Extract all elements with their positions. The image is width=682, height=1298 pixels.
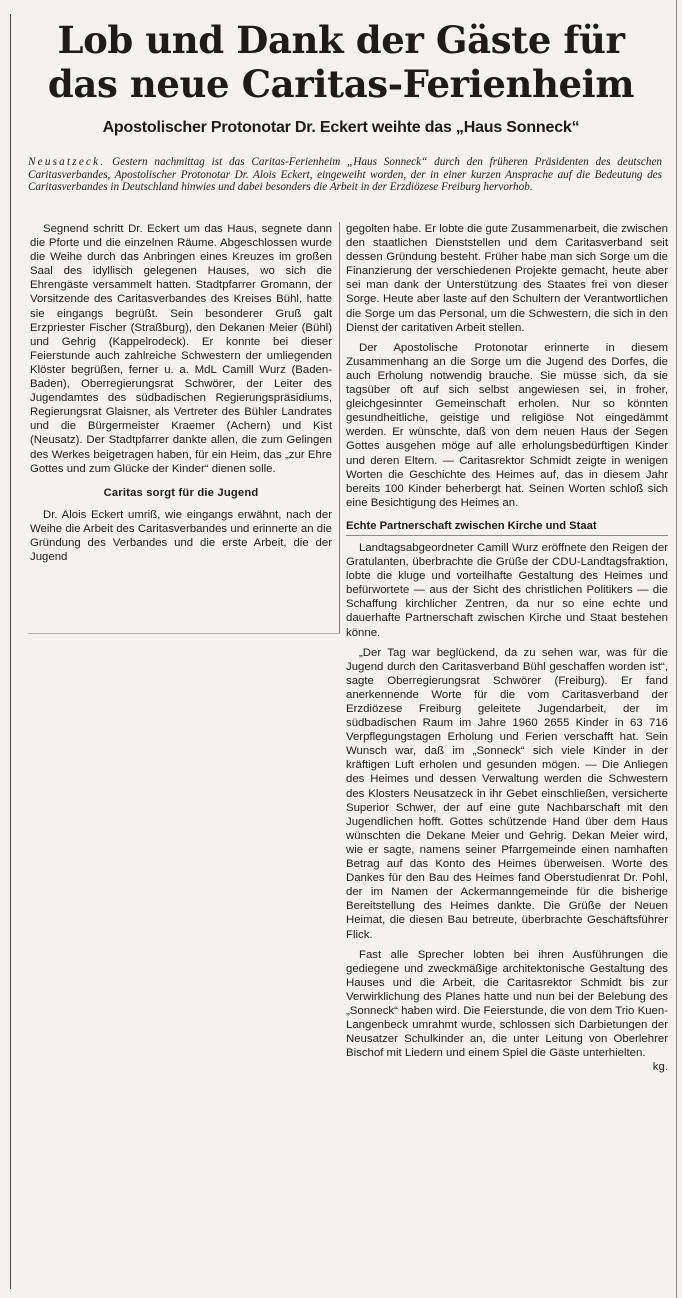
headline-line-1: Lob und Dank der Gäste für [57,18,625,62]
headline [14,18,668,106]
right-paragraph-4: „Der Tag war beglückend, da zu sehen war, was für die Jugend durch den Caritasverband Bühl geschaffen worden ist“, sagte Oberregierungsrat Schwörer (Freiburg). Er fand anerkennende Worte für die vom Caritasverband der Erzdiözese Freiburg geleitete Jugendarbeit, der im südbadischen Raum im Jahre 1960 2655 Kinder in 63 716 Verpflegungstagen Erholung und Ferien verschafft hat. Sein Wunsch war, daß im „Sonneck“ sich viele Kinder in der kräftigen Luft erholen und gesunden mögen. — Die Anliegen des Heimes und dessen Verwaltung werden die Schwestern des Klosters Neusatzeck in ihr Gebet einschließen, versicherte Superior Schwer, der auf eine gute Nachbarschaft mit den Jugendlichen hofft. Gottes schützende Hand über dem Haus wünschten die Dekane Meier und Gehrig. Dekan Meier wird, wie er sagte, namens seiner Pfarrgemeinde einen namhaften Betrag auf das Konto des Heimes überweisen. Worte des Dankes für den Bau des Heimes fand Oberstudienrat Dr. Pohl, der im Namen der Ackermanngemeinde für die bisherige Bereitstellung des Heimes dankte. Die Grüße der Neuen Heimat, die diesen Bau betreute, überbrachte Geschäftsführer Flick. [346,646,668,941]
right-paragraph-3: Landtagsabgeordneter Camill Wurz eröffnete den Reigen der Gratulanten, überbrachte die Grüße der CDU-Landtagsfraktion, lobte die kluge und vorteilhafte Gestaltung des Heimes und befürwortete — aus der Sicht des christlichen Politikers — die Schaffung kirchlicher Zentren, da nur so eine echte und dauerhafte Partnerschaft zwischen Kirche und Staat bestehen könne. [346,541,668,639]
right-edge-rule [676,0,677,1298]
dateline: Neusatzeck. [28,156,106,168]
lead-paragraph [28,156,662,194]
right-paragraph-1: gegolten habe. Er lobte die gute Zusammenarbeit, die zwischen den staatlichen Dienststellen und dem Caritasverband seit dessen Gründung besteht. Früher habe man sich Sorge um die Finanzierung der verschiedenen Projekte gemacht, heute aber sei man dank der Unterstützung des Staates frei von dieser Sorge. Heute aber laste auf den Schultern der Verantwortlichen die Sorge um das Personal, um die Schwestern, die sich in den Dienst der caritativen Arbeit stellen. [346,223,668,334]
subheadline: Apostolischer Protonotar Dr. Eckert weihte das „Haus Sonneck“ [102,119,580,136]
right-paragraph-5 [346,948,668,1074]
column-divider [339,222,340,634]
left-margin-rule [10,14,11,1289]
left-column-end-rule [28,633,340,634]
left-paragraph-2: Dr. Alois Eckert umriß, wie eingangs erwähnt, nach der Weihe die Arbeit des Caritasverbandes und erinnerte an die Gründung des Verbandes und die erste Arbeit, die der Jugend [30,508,332,564]
headline-line-2: das neue Caritas-Ferienheim [47,62,635,106]
right-paragraph-2: Der Apostolische Protonotar erinnerte in diesem Zusammenhang an die Sorge um die Jugend des Dorfes, die auch Erholung notwendig brauche. Sie müsse sich, da sie tagsüber oft auf sich selbst angewiesen sei, in froher, gleichgesinnter Gemeinschaft erholen. Nur so könnten gesundheitliche, geistige und religiöse Not eingedämmt werden. Er wünschte, daß von dem neuen Haus der Segen Gottes ausgehen möge auf alle erholungsbedürftigen Kinder und deren Eltern. — Caritasrektor Schmidt zeigte in wenigen Worten die Geschichte des Heimes auf, das in diesem Jahr bereits 100 Kinder beherbergt hat. Seinen Worten schloß sich eine Besichtigung des Heimes an. [346,341,668,509]
right-column [346,222,668,1074]
author-signature: kg. [652,1061,668,1074]
lead-text: Gestern nachmittag ist das Caritas-Ferienheim „Haus Sonneck“ durch den früheren Präsidenten des deutschen Caritasverbandes, Apostolischer Protonotar Dr. Alois Eckert, eingeweiht worden, der in einer kurzen Ansprache auf die Bedeutung des Caritasverbandes in Deutschland hinwies und dabei besonders die Arbeit in der Erzdiözese Freiburg hervorhob. [28,156,663,193]
left-paragraph-1: Segnend schritt Dr. Eckert um das Haus, segnete dann die Pforte und die einzelnen Räume. Abgeschlossen wurde die Weihe durch das Anbringen eines Kreuzes im großen Saal des idyllisch gelegenen Hauses, wo sich die Ehrengäste versammelt hatten. Stadtpfarrer Gromann, der Vorsitzende des Caritasverbandes des Kreises Bühl, hatte sie eingangs begrüßt. Sein besonderer Gruß galt Erzpriester Fischer (Straßburg), den Dekanen Meier (Bühl) und Gehrig (Kappelrodeck). Er konnte bei dieser Feierstunde auch zahlreiche Schwestern der umliegenden Klöster begrüßen, ferner u. a. MdL Camill Wurz (Baden-Baden), Oberregierungsrat Schwörer, der Leiter des Jugendamtes des südbadischen Regierungspräsidiums, Regierungsrat Glaisner, als Vertreter des Bühler Landrates und die Bürgermeister Kraemer (Achern) und Kist (Neusatz). Der Stadtpfarrer dankte allen, die zum Gelingen des Werkes beigetragen haben, für ein Heim, das „zur Ehre Gottes und zum Glücke der Kinder“ dienen solle. [30,223,332,475]
left-column [30,222,332,564]
section-heading-partnership: Echte Partnerschaft zwischen Kirche und Staat [346,519,668,536]
right-paragraph-5-text: Fast alle Sprecher lobten bei ihren Ausführungen die gediegene und zweckmäßige architektonische Gestaltung des Hauses und die Arbeit, die Caritasrektor Schmidt bis zur Verwirklichung des Planes hatte und nun bei der Belebung des „Sonneck“ haben wird. Die Feierstunde, die von dem Trio Kuen-Langenbeck umrahmt wurde, schlossen sich Darbietungen der Neusatzer Schulkinder an, die unter Leitung von Oberlehrer Bischof mit Liedern und einem Spiel die Gäste unterhielten. [346,948,668,1060]
section-heading-caritas: Caritas sorgt für die Jugend [103,486,259,499]
